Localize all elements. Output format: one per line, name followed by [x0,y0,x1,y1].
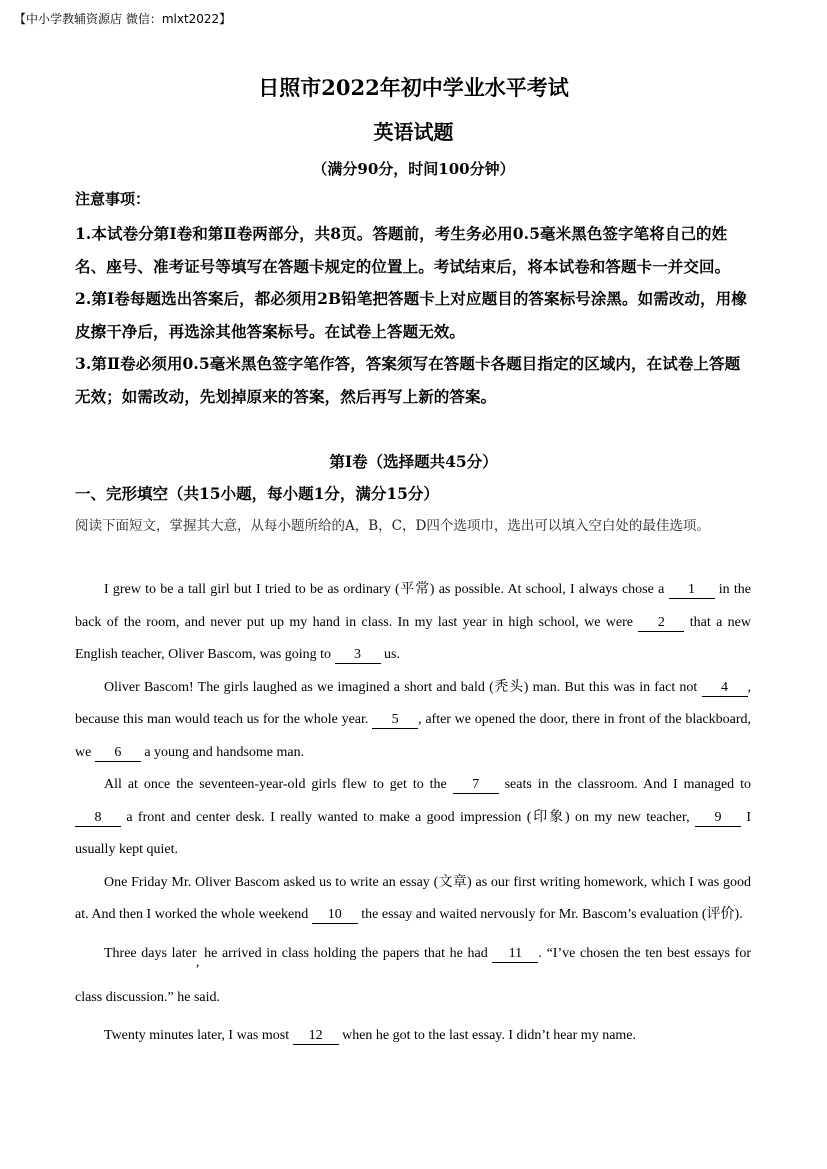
blank-3: 3 [335,647,381,664]
blank-10: 10 [312,907,358,924]
notice-item: 2.第Ⅰ卷每题选出答案后，都必须用2B铅笔把答题卡上对应题目的答案标号涂黑。如需改动，用橡皮擦干净后，再选涂其他答案标号。在试卷上答题无效。 [75,289,747,341]
passage-text: in the back of the room, and never put up my hand in class. In my last year in high school, we were [75,582,751,630]
exam-meta: （满分90分，时间100分钟） [312,160,515,178]
notice-item: 3.第Ⅱ卷必须用0.5毫米黑色签字笔作答，答案须写在答题卡各题目指定的区域内，在试卷上答题无效；如需改动，先划掉原来的答案，然后再写上新的答案。 [75,354,741,406]
passage-text: Twenty minutes later, I was most [104,1027,293,1043]
passage-text: when he got to the last essay. I didn’t hear my name. [338,1027,637,1043]
part-title: 第Ⅰ卷（选择题共45分） [329,452,498,471]
blank-8: 8 [75,810,121,827]
resource-watermark-note: 【中小学教辅资源店 微信：mlxt2022】 [14,12,232,26]
passage-paragraph [75,867,751,932]
passage-text: a front and center desk. I really wanted to make a good impression (印象) on my new teacher, [121,809,695,825]
passage-text: One Friday Mr. Oliver Bascom asked us to write an essay (文章) as our first writing homework, which I was good at. And then I worked the whole weekend [75,874,751,922]
blank-11: 11 [492,946,538,963]
passage-text: he arrived in class holding the papers that he had [199,945,493,961]
blank-9: 9 [695,810,741,827]
passage-paragraph [75,769,751,867]
blank-5: 5 [372,712,418,729]
section-instructions: 阅读下面短文，掌握其大意，从每小题所给的A，B，C，D四个选项巾，选出可以填入空白处的最佳选项。 [75,518,710,534]
blank-12: 12 [293,1028,339,1045]
passage-text: Three days later [104,945,196,961]
passage-text: a young and handsome man. [140,744,305,760]
passage-text: , because this man would teach us for the whole year. [75,679,751,727]
passage-text: All at once the seventeen-year-old girls flew to get to the [104,777,453,792]
exam-title: 日照市2022年初中学业水平考试 [258,75,569,100]
passage-text: seats in the classroom. And I managed to [498,777,751,792]
passage-text: the essay and waited nervously for Mr. Bascom’s evaluation (评价). [357,907,743,922]
passage-paragraph [75,1020,751,1053]
exam-subtitle: 英语试题 [373,120,454,144]
section-title: 一、完形填空（共15小题，每小题1分，满分15分） [75,484,439,503]
blank-6: 6 [95,745,141,762]
passage-text: , after we opened the door, there in front of the blackboard, we [75,712,752,760]
notice-list [75,218,755,413]
notice-item: 1.本试卷分第Ⅰ卷和第Ⅱ卷两部分，共8页。答题前，考生务必用0.5毫米黑色签字笔将自己的姓名、座号、准考证号等填写在答题卡规定的位置上。考试结束后，将本试卷和答题卡一并交回。 [75,224,731,276]
passage-text: . “I’ve chosen the ten best essays for class discussion.” he said. [75,945,751,1005]
blank-2: 2 [638,615,684,632]
cloze-passage [75,574,751,1052]
blank-4: 4 [702,680,748,697]
passage-text: Oliver Bascom! The girls laughed as we imagined a short and bald (秃头) man. But this was in fact not [104,679,702,695]
notice-heading: 注意事项： [75,190,151,208]
blank-7: 7 [453,777,499,794]
passage-paragraph [75,672,751,770]
passage-text: I grew to be a tall girl but I tried to be as ordinary (平常) as possible. At school, I always chose a [104,582,669,597]
passage-paragraph [75,574,751,672]
passage-text: that a new English teacher, Oliver Bascom, was going to [75,614,752,662]
passage-paragraph [75,932,751,1020]
passage-text: us. [380,647,400,662]
blank-1: 1 [669,582,715,599]
passage-comma: , [195,954,200,970]
passage-text: I usually kept quiet. [75,809,751,857]
